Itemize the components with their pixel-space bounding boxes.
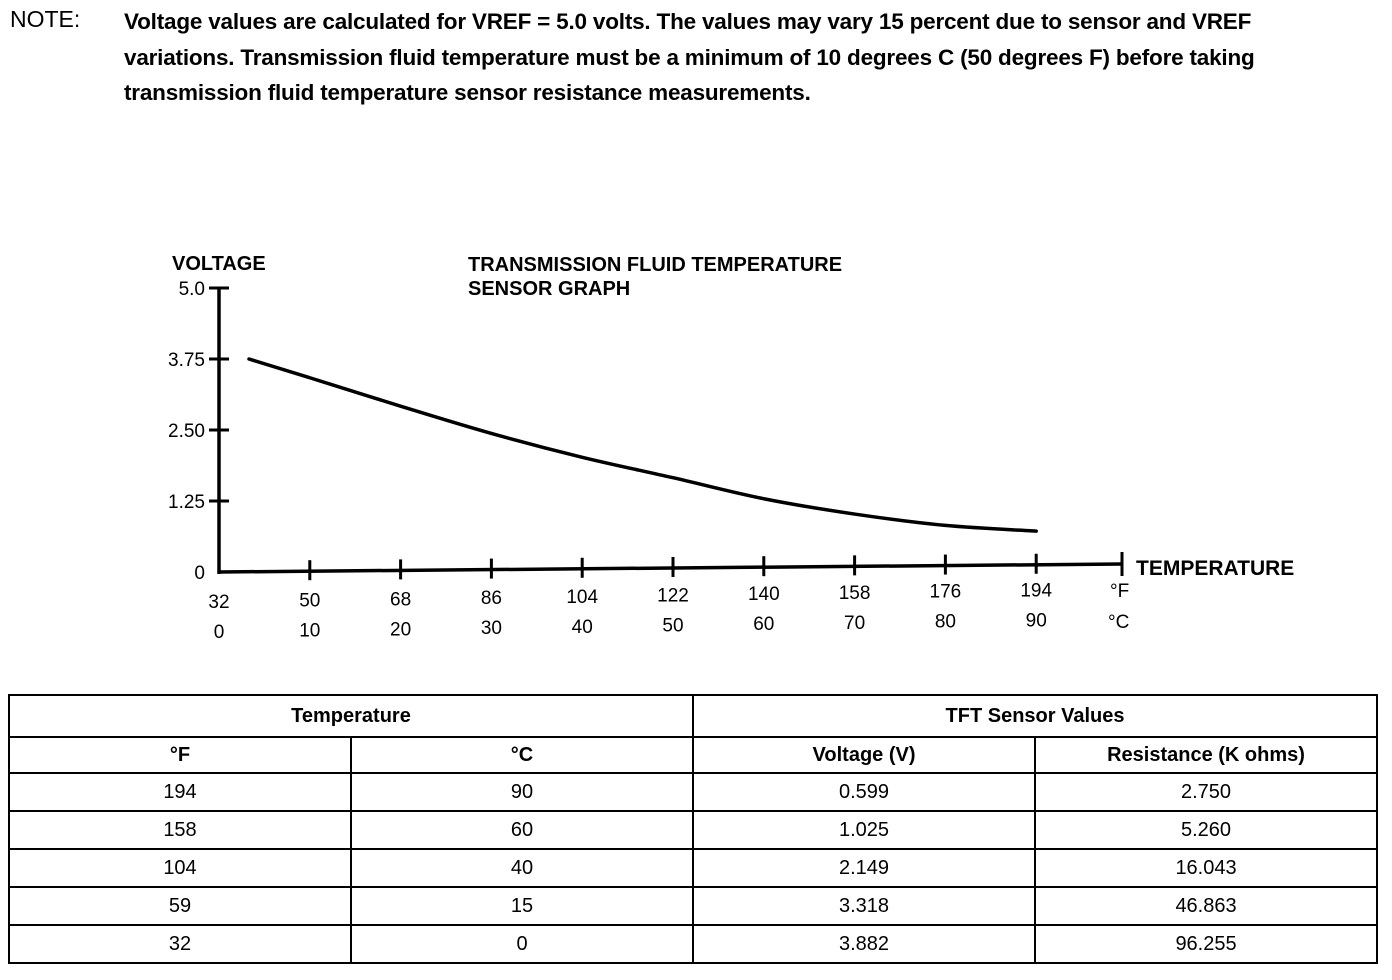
x-tick-label-celsius: 50 bbox=[662, 615, 684, 637]
x-tick-label-celsius: 90 bbox=[1025, 610, 1047, 632]
x-tick-label-fahrenheit: 86 bbox=[480, 588, 502, 610]
x-tick-label-fahrenheit: 104 bbox=[566, 586, 599, 608]
cell-celsius: 15 bbox=[351, 887, 693, 925]
x-tick-label-celsius: 30 bbox=[480, 618, 502, 640]
cell-fahrenheit: 158 bbox=[9, 811, 351, 849]
table-row bbox=[9, 849, 1377, 887]
column-header-voltage: Voltage (V) bbox=[693, 737, 1035, 773]
cell-celsius: 90 bbox=[351, 773, 693, 811]
y-tick-label: 5.0 bbox=[178, 279, 205, 300]
column-header-resistance: Resistance (K ohms) bbox=[1035, 737, 1377, 773]
cell-voltage: 2.149 bbox=[693, 849, 1035, 887]
cell-resistance: 96.255 bbox=[1035, 925, 1377, 963]
y-tick-label: 0 bbox=[194, 563, 205, 584]
x-tick-label-fahrenheit: 158 bbox=[838, 582, 871, 604]
tft-values-group-header: TFT Sensor Values bbox=[693, 695, 1377, 737]
cell-fahrenheit: 104 bbox=[9, 849, 351, 887]
x-axis-title: TEMPERATURE bbox=[1136, 557, 1295, 580]
table-row bbox=[9, 925, 1377, 963]
temperature-group-header: Temperature bbox=[9, 695, 693, 737]
x-tick-label-celsius: 60 bbox=[753, 614, 775, 636]
cell-celsius: 0 bbox=[351, 925, 693, 963]
x-unit-fahrenheit: °F bbox=[1110, 581, 1130, 602]
note-text: Voltage values are calculated for VREF = 5.0 volts. The values may vary 15 percent due to sensor and VREF variations. Transmission fluid temperature must be a minimum of 10 degrees C (50 degrees F) before taking transmission fluid temperature sensor resistance measurements. bbox=[124, 9, 1255, 105]
x-tick-label-fahrenheit: 50 bbox=[299, 590, 321, 612]
note-label: NOTE: bbox=[10, 6, 81, 32]
cell-fahrenheit: 59 bbox=[9, 887, 351, 925]
y-tick-label: 2.50 bbox=[168, 421, 205, 442]
cell-resistance: 2.750 bbox=[1035, 773, 1377, 811]
series-line-tft-voltage bbox=[249, 359, 1036, 531]
tft-sensor-table-wrap bbox=[8, 694, 1376, 964]
x-tick-label-celsius: 20 bbox=[390, 619, 412, 641]
cell-voltage: 3.882 bbox=[693, 925, 1035, 963]
column-header-celsius: °C bbox=[351, 737, 693, 773]
x-tick-label-fahrenheit: 68 bbox=[390, 589, 412, 611]
graph-series bbox=[249, 359, 1036, 531]
graph-axes bbox=[219, 288, 1122, 576]
x-tick-label-fahrenheit: 140 bbox=[747, 584, 780, 606]
x-tick-label-fahrenheit: 194 bbox=[1020, 580, 1053, 602]
y-tick-label: 3.75 bbox=[168, 350, 205, 371]
graph-labels bbox=[168, 253, 1294, 643]
y-axis-title: VOLTAGE bbox=[172, 253, 266, 275]
tft-sensor-table bbox=[8, 694, 1378, 964]
x-tick-label-celsius: 80 bbox=[934, 611, 956, 633]
chart-title-line: TRANSMISSION FLUID TEMPERATURE bbox=[468, 254, 843, 276]
x-tick-label-fahrenheit: 32 bbox=[208, 592, 230, 613]
table-row bbox=[9, 811, 1377, 849]
x-tick-label-fahrenheit: 122 bbox=[657, 585, 689, 607]
cell-fahrenheit: 194 bbox=[9, 773, 351, 811]
graph-ticks bbox=[209, 288, 1036, 580]
x-tick-label-fahrenheit: 176 bbox=[929, 581, 962, 603]
table-row bbox=[9, 887, 1377, 925]
cell-voltage: 0.599 bbox=[693, 773, 1035, 811]
table-row bbox=[9, 773, 1377, 811]
cell-resistance: 46.863 bbox=[1035, 887, 1377, 925]
cell-celsius: 40 bbox=[351, 849, 693, 887]
chart-title-line: SENSOR GRAPH bbox=[468, 278, 631, 300]
x-tick-label-celsius: 0 bbox=[213, 622, 225, 643]
x-tick-label-celsius: 40 bbox=[571, 616, 593, 638]
cell-voltage: 3.318 bbox=[693, 887, 1035, 925]
cell-resistance: 16.043 bbox=[1035, 849, 1377, 887]
x-unit-celsius: °C bbox=[1108, 612, 1130, 633]
cell-voltage: 1.025 bbox=[693, 811, 1035, 849]
cell-resistance: 5.260 bbox=[1035, 811, 1377, 849]
x-tick-label-celsius: 70 bbox=[844, 612, 866, 634]
y-tick-label: 1.25 bbox=[168, 492, 205, 513]
column-header-fahrenheit: °F bbox=[9, 737, 351, 773]
x-tick-label-celsius: 10 bbox=[299, 620, 321, 642]
cell-celsius: 60 bbox=[351, 811, 693, 849]
cell-fahrenheit: 32 bbox=[9, 925, 351, 963]
x-axis-line bbox=[219, 564, 1122, 572]
